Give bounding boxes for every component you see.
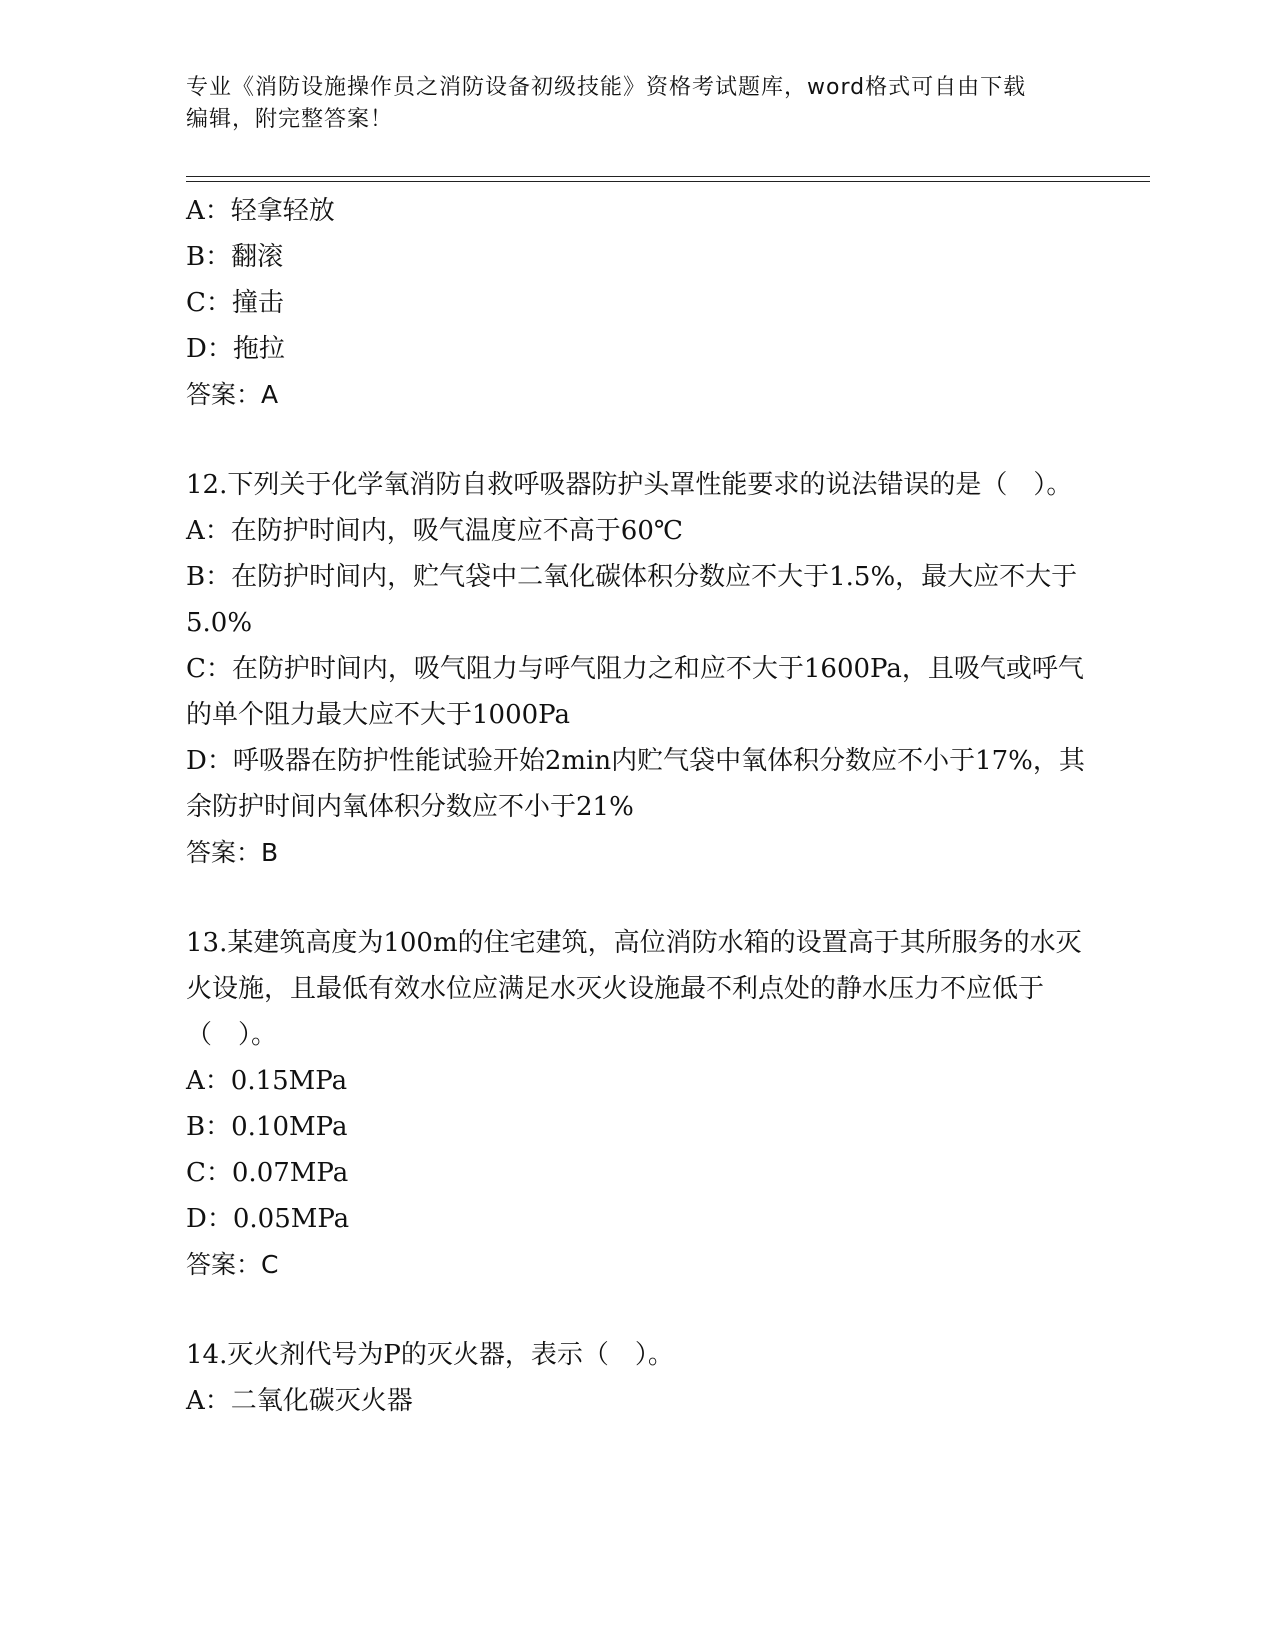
option-a: A：轻拿轻放 — [186, 196, 335, 226]
question-12 — [186, 462, 1086, 876]
question-13 — [186, 920, 1086, 1288]
answer: 答案：A — [186, 380, 279, 409]
option-c: C：在防护时间内，吸气阻力与呼气阻力之和应不大于1600Pa，且吸气或呼气的单个阻力最大应不大于1000Pa — [186, 654, 1084, 730]
header-divider-top — [186, 176, 1150, 177]
option-b: B：翻滚 — [186, 242, 284, 272]
option-a: A：0.15MPa — [186, 1066, 348, 1096]
spacer — [186, 876, 1086, 920]
question-11 — [186, 188, 1086, 418]
question-14 — [186, 1332, 1086, 1424]
spacer — [186, 418, 1086, 462]
header-divider-bottom — [186, 181, 1150, 182]
answer: 答案：B — [186, 838, 279, 867]
question-stem: 12.下列关于化学氧消防自救呼吸器防护头罩性能要求的说法错误的是（ ）。 — [186, 470, 1073, 500]
question-stem: 13.某建筑高度为100m的住宅建筑，高位消防水箱的设置高于其所服务的水灭火设施，且最低有效水位应满足水灭火设施最不利点处的静水压力不应低于（ ）。 — [186, 928, 1082, 1050]
question-list — [186, 188, 1086, 1424]
option-a: A：在防护时间内，吸气温度应不高于60℃ — [186, 516, 683, 546]
option-b: B：在防护时间内，贮气袋中二氧化碳体积分数应不大于1.5%，最大应不大于5.0% — [186, 562, 1078, 638]
question-stem: 14.灭火剂代号为P的灭火器，表示（ ）。 — [186, 1340, 674, 1370]
answer: 答案：C — [186, 1250, 279, 1279]
option-b: B：0.10MPa — [186, 1112, 348, 1142]
option-c: C：0.07MPa — [186, 1158, 349, 1188]
option-d: D：拖拉 — [186, 334, 285, 364]
spacer — [186, 1288, 1086, 1332]
option-d: D：呼吸器在防护性能试验开始2min内贮气袋中氧体积分数应不小于17%，其余防护时间内氧体积分数应不小于21% — [186, 746, 1085, 822]
option-d: D：0.05MPa — [186, 1204, 350, 1234]
option-c: C：撞击 — [186, 288, 284, 318]
header-text: 专业《消防设施操作员之消防设备初级技能》资格考试题库，word格式可自由下载编辑，附完整答案！ — [186, 75, 1027, 132]
document-header — [186, 72, 1046, 136]
option-a: A：二氧化碳灭火器 — [186, 1386, 413, 1416]
